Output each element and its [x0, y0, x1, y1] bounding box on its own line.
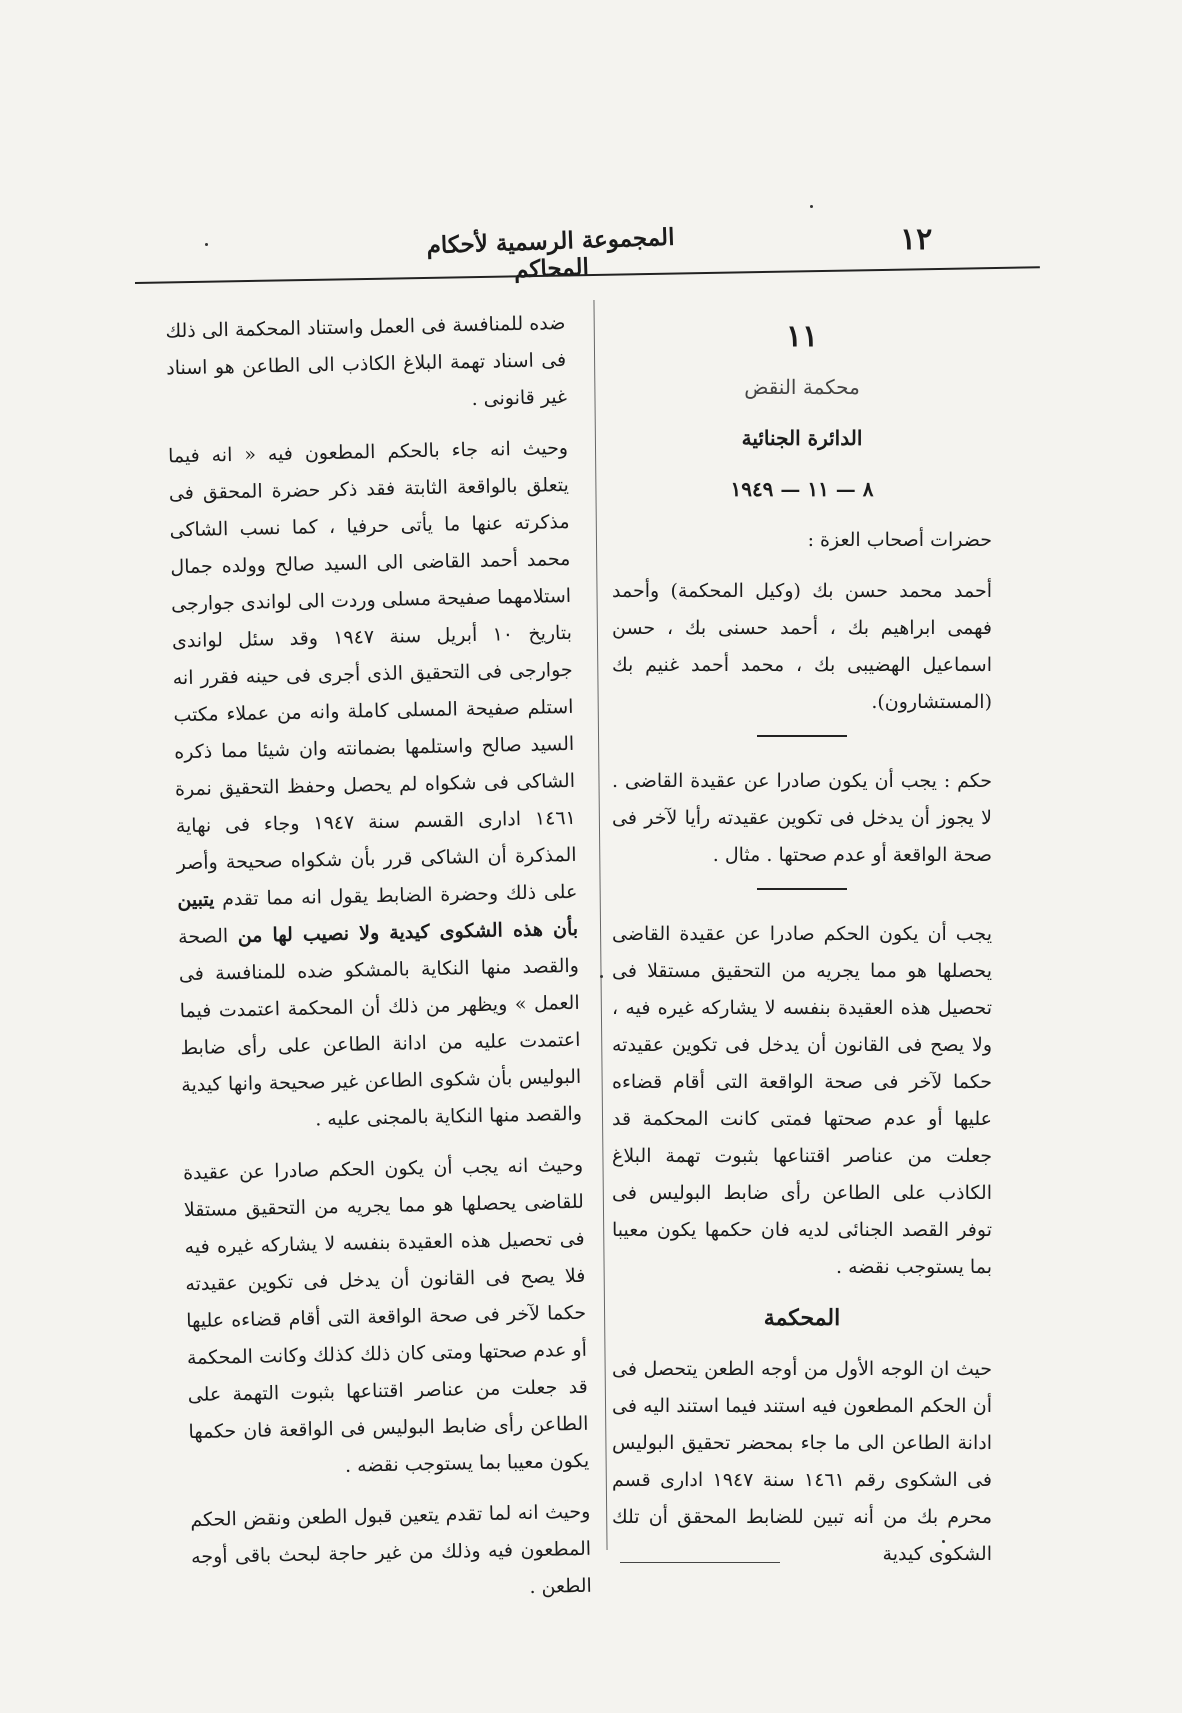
- headnote: حكم : يجب أن يكون صادرا عن عقيدة القاضى . لا يجوز أن يدخل فى تكوين عقيدته رأيا لآخر فى صحة الواقعة أو عدم صحتها . مثال .: [612, 770, 992, 866]
- section-title: المحكمة: [763, 1305, 841, 1331]
- footer-rule: [620, 1562, 780, 1563]
- session-date: ٨ — ١١ — ١٩٤٩: [730, 477, 874, 501]
- court-name: محكمة النقض: [744, 375, 860, 399]
- column-divider: [593, 300, 607, 1550]
- page-number: ١٢: [900, 222, 933, 257]
- section-rule: [757, 888, 847, 890]
- paragraph-reasoning: وحيث انه يجب أن يكون الحكم صادرا عن عقيدة للقاضى يحصلها هو مما يجريه من التحقيق مستقلا فى تحصيل هذه العقيدة بنفسه لا يشاركه غيره فيه فلا يصح فى القانون أن يدخل فى تكوين عقيدته حكما لآخر فى صحة الواقعة التى أقام قضاءه عليها أو عدم صحتها ومتى كان ذلك كذلك وكانت المحكمة قد جعلت من عناصر اقتناعها بثبوت التهمة على الطاعن رأى ضابط البوليس فى الواقعة فان حكمها يكون معيبا بما يستوجب نقضه .: [182, 1153, 590, 1477]
- scan-speck: [205, 243, 208, 246]
- members-list: أحمد محمد حسن بك (وكيل المحكمة) وأحمد فهمى ابراهيم بك ، أحمد حسنى بك ، حسن اسماعيل الهضيبى بك ، محمد أحمد غنيم بك (المستشارون).: [612, 580, 992, 713]
- scan-speck: [600, 975, 603, 978]
- running-title: المجموعة الرسمية لأحكام المحاكم: [426, 223, 675, 284]
- paragraph-continuation: ضده للمنافسة فى العمل واستناد المحكمة الى ذلك فى اسناد تهمة البلاغ الكاذب الى الطاعن هو اسناد غير قانونى .: [165, 311, 568, 410]
- quote-text-bold: يتبين بأن هذه الشكوى كيدية ولا نصيب لها من: [177, 888, 579, 947]
- left-column: [165, 305, 592, 1627]
- court-opening-paragraph: حيث ان الوجه الأول من أوجه الطعن يتحصل فى أن الحكم المطعون فيه استند فيما استند اليه فى ادانة الطاعن الى ما جاء بمحضر تحقيق البوليس فى الشكوى رقم ١٤٦١ سنة ١٩٤٧ ادارى قسم محرم بك من أنه تبين للضابط المحقق أن تلك الشكوى كيدية: [612, 1358, 993, 1565]
- right-column: [612, 318, 992, 1587]
- scan-speck: [942, 1540, 945, 1543]
- quote-text-end: الصحة والقصد منها النكاية بالمشكو ضده للمنافسة فى العمل » ويظهر من ذلك أن المحكمة اعتمدت فيما اعتمدت عليه من ادانة الطاعن على رأى ضابط البوليس بأن شكوى الطاعن غير صحيحة وانها كيدية والقصد منها النكاية بالمجنى عليه .: [177, 924, 583, 1131]
- case-number: ١١: [785, 319, 819, 354]
- paragraph-conclusion: وحيث انه لما تقدم يتعين قبول الطعن ونقض الحكم المطعون فيه وذلك من غير حاجة لبحث باقى أوجه الطعن .: [190, 1500, 593, 1599]
- members-intro: حضرات أصحاب العزة :: [807, 529, 992, 551]
- circuit-name: الدائرة الجنائية: [741, 426, 863, 450]
- quote-text-start: وحيث انه جاء بالحكم المطعون فيه « انه فيما يتعلق بالواقعة الثابتة فقد ذكر حضرة المحقق فى مذكرته عنها ما يأتى حرفيا ، كما نسب الشاكى محمد أحمد القاضى الى السيد صالح وولده جمال استلامهما صفيحة مسلى وردت الى لواندى جوارجى بتاريخ ١٠ أبريل سنة ١٩٤٧ وقد سئل لواندى جوارجى فى التحقيق الذى أجرى فى حينه فقرر انه استلم صفيحة المسلى كاملة وانه من عملاء مكتب السيد صالح واستلمها بضمانته وان شيئا مما ذكره الشاكى فى شكواه لم يحصل وحفظ التحقيق نمرة ١٤٦١ ادارى القسم سنة ١٩٤٧ وجاء فى نهاية المذكرة أن الشاكى قرر بأن شكواه صحيحة وأصر على ذلك وحضرة الضابط يقول انه مما تقدم: [167, 436, 578, 911]
- paragraph-judgment-quote: [168, 430, 583, 1141]
- legal-principle: يجب أن يكون الحكم صادرا عن عقيدة القاضى يحصلها هو مما يجريه من التحقيق مستقلا فى تحصيل هذه العقيدة بنفسه لا يشاركه غيره فيه ، ولا يصح فى القانون أن يدخل فى تكوين عقيدته حكما لآخر فى صحة الواقعة التى أقام قضاءه عليها أو عدم صحتها فمتى كانت المحكمة قد جعلت من عناصر اقتناعها بثبوت تهمة البلاغ الكاذب على الطاعن رأى ضابط البوليس فى توفر القصد الجنائى لديه فان حكمها يكون معيبا بما يستوجب نقضه .: [612, 923, 992, 1278]
- scan-speck: [810, 205, 813, 208]
- section-rule: [757, 735, 847, 737]
